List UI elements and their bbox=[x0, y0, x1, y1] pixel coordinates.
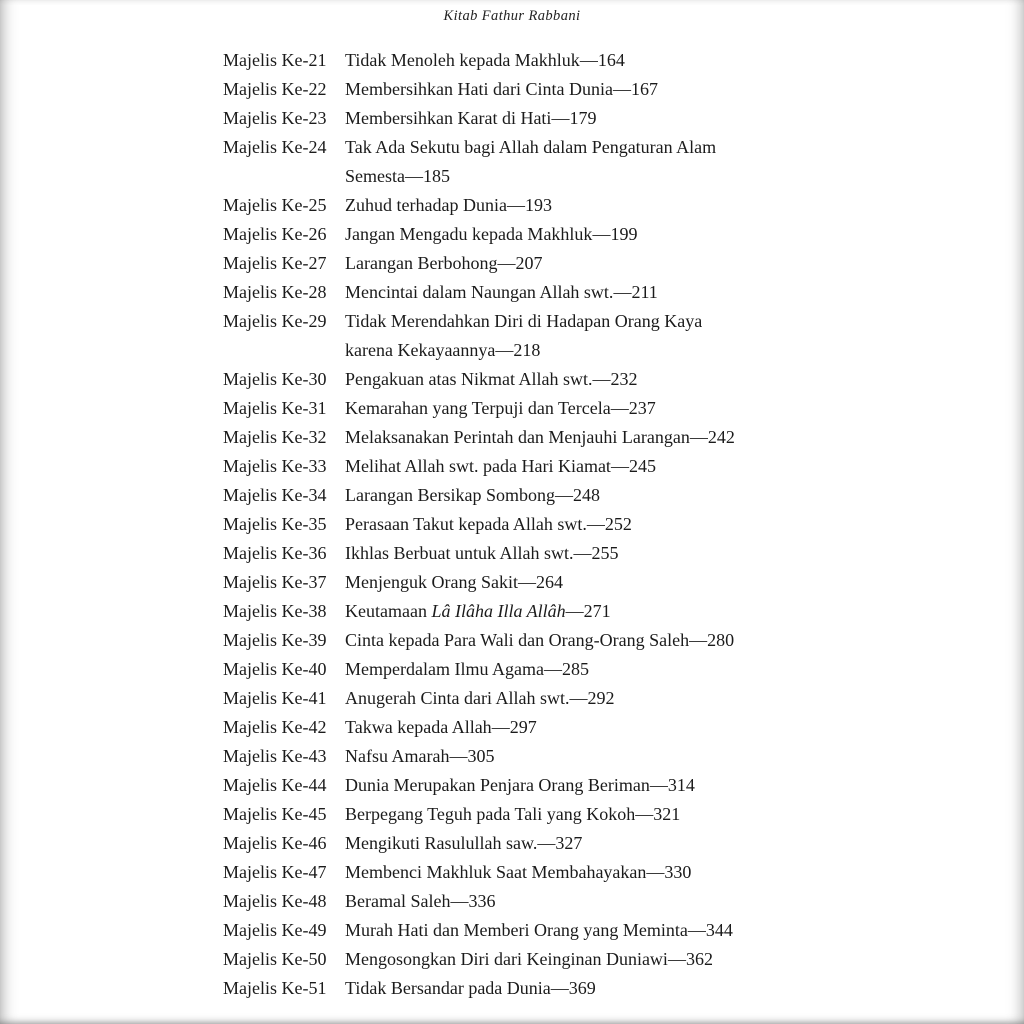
entry-title: Mencintai dalam Naungan Allah swt.—211 bbox=[345, 282, 658, 302]
majelis-label: Majelis Ke-39 bbox=[223, 630, 327, 650]
majelis-label: Majelis Ke-36 bbox=[223, 543, 327, 563]
entry-title: Dunia Merupakan Penjara Orang Beriman—314 bbox=[345, 775, 695, 795]
toc-entry bbox=[223, 887, 823, 916]
toc-entry bbox=[223, 423, 823, 452]
majelis-label: Majelis Ke-50 bbox=[223, 949, 327, 969]
entry-title: Tidak Menoleh kepada Makhluk—164 bbox=[345, 50, 625, 70]
toc-list bbox=[223, 46, 823, 1003]
majelis-label: Majelis Ke-32 bbox=[223, 427, 327, 447]
toc-entry bbox=[223, 916, 823, 945]
entry-title: Berpegang Teguh pada Tali yang Kokoh—321 bbox=[345, 804, 681, 824]
toc-entry bbox=[223, 481, 823, 510]
entry-title: Menjenguk Orang Sakit—264 bbox=[345, 572, 563, 592]
majelis-label: Majelis Ke-27 bbox=[223, 253, 327, 273]
majelis-label: Majelis Ke-49 bbox=[223, 920, 327, 940]
toc-entry bbox=[223, 220, 823, 249]
toc-entry bbox=[223, 307, 823, 365]
toc-entry bbox=[223, 191, 823, 220]
entry-title: Tak Ada Sekutu bagi Allah dalam Pengaturan Alam Semesta—185 bbox=[345, 137, 717, 186]
majelis-label: Majelis Ke-31 bbox=[223, 398, 327, 418]
entry-title: Jangan Mengadu kepada Makhluk—199 bbox=[345, 224, 638, 244]
majelis-label: Majelis Ke-47 bbox=[223, 862, 327, 882]
entry-title: Membersihkan Hati dari Cinta Dunia—167 bbox=[345, 79, 658, 99]
entry-title: Zuhud terhadap Dunia—193 bbox=[345, 195, 552, 215]
toc-entry bbox=[223, 365, 823, 394]
entry-title: Tidak Merendahkan Diri di Hadapan Orang Kaya karena Kekayaannya—218 bbox=[345, 311, 703, 360]
majelis-label: Majelis Ke-24 bbox=[223, 137, 327, 157]
toc-entry bbox=[223, 452, 823, 481]
entry-title: Anugerah Cinta dari Allah swt.—292 bbox=[345, 688, 615, 708]
majelis-label: Majelis Ke-35 bbox=[223, 514, 327, 534]
entry-title: Takwa kepada Allah—297 bbox=[345, 717, 537, 737]
entry-title: Mengikuti Rasulullah saw.—327 bbox=[345, 833, 583, 853]
toc-entry bbox=[223, 945, 823, 974]
majelis-label: Majelis Ke-29 bbox=[223, 311, 327, 331]
majelis-label: Majelis Ke-51 bbox=[223, 978, 327, 998]
toc-entry bbox=[223, 278, 823, 307]
majelis-label: Majelis Ke-37 bbox=[223, 572, 327, 592]
entry-title: Melaksanakan Perintah dan Menjauhi Larangan—242 bbox=[345, 427, 735, 447]
toc-entry bbox=[223, 133, 823, 191]
toc-entry bbox=[223, 684, 823, 713]
entry-title: Keutamaan Lâ Ilâha Illa Allâh—271 bbox=[345, 601, 611, 621]
entry-title: Larangan Berbohong—207 bbox=[345, 253, 543, 273]
toc-entry bbox=[223, 713, 823, 742]
majelis-label: Majelis Ke-25 bbox=[223, 195, 327, 215]
majelis-label: Majelis Ke-33 bbox=[223, 456, 327, 476]
running-header: Kitab Fathur Rabbani bbox=[443, 8, 581, 24]
toc-entry bbox=[223, 974, 823, 1003]
majelis-label: Majelis Ke-46 bbox=[223, 833, 327, 853]
toc-entry bbox=[223, 597, 823, 626]
toc-entry bbox=[223, 742, 823, 771]
entry-title: Perasaan Takut kepada Allah swt.—252 bbox=[345, 514, 632, 534]
toc-entry bbox=[223, 394, 823, 423]
toc-entry bbox=[223, 104, 823, 133]
majelis-label: Majelis Ke-40 bbox=[223, 659, 327, 679]
toc-entry bbox=[223, 568, 823, 597]
toc-entry bbox=[223, 46, 823, 75]
majelis-label: Majelis Ke-43 bbox=[223, 746, 327, 766]
entry-title: Murah Hati dan Memberi Orang yang Meminta—344 bbox=[345, 920, 733, 940]
majelis-label: Majelis Ke-48 bbox=[223, 891, 327, 911]
entry-title: Nafsu Amarah—305 bbox=[345, 746, 495, 766]
toc-entry bbox=[223, 858, 823, 887]
toc-entry bbox=[223, 655, 823, 684]
majelis-label: Majelis Ke-23 bbox=[223, 108, 327, 128]
entry-title: Melihat Allah swt. pada Hari Kiamat—245 bbox=[345, 456, 656, 476]
majelis-label: Majelis Ke-45 bbox=[223, 804, 327, 824]
toc-entry bbox=[223, 249, 823, 278]
entry-title: Cinta kepada Para Wali dan Orang-Orang Saleh—280 bbox=[345, 630, 735, 650]
majelis-label: Majelis Ke-28 bbox=[223, 282, 327, 302]
majelis-label: Majelis Ke-26 bbox=[223, 224, 327, 244]
toc-entry bbox=[223, 626, 823, 655]
majelis-label: Majelis Ke-34 bbox=[223, 485, 327, 505]
entry-title: Pengakuan atas Nikmat Allah swt.—232 bbox=[345, 369, 638, 389]
entry-title: Mengosongkan Diri dari Keinginan Duniawi—362 bbox=[345, 949, 713, 969]
majelis-label: Majelis Ke-30 bbox=[223, 369, 327, 389]
toc-entry bbox=[223, 771, 823, 800]
majelis-label: Majelis Ke-42 bbox=[223, 717, 327, 737]
entry-title: Membenci Makhluk Saat Membahayakan—330 bbox=[345, 862, 692, 882]
majelis-label: Majelis Ke-41 bbox=[223, 688, 327, 708]
toc-entry bbox=[223, 829, 823, 858]
toc-entry bbox=[223, 510, 823, 539]
majelis-label: Majelis Ke-38 bbox=[223, 601, 327, 621]
majelis-label: Majelis Ke-21 bbox=[223, 50, 327, 70]
entry-title: Memperdalam Ilmu Agama—285 bbox=[345, 659, 589, 679]
entry-title: Ikhlas Berbuat untuk Allah swt.—255 bbox=[345, 543, 619, 563]
majelis-label: Majelis Ke-22 bbox=[223, 79, 327, 99]
toc-entry bbox=[223, 539, 823, 568]
entry-title: Membersihkan Karat di Hati—179 bbox=[345, 108, 597, 128]
majelis-label: Majelis Ke-44 bbox=[223, 775, 327, 795]
toc-entry bbox=[223, 800, 823, 829]
entry-title: Larangan Bersikap Sombong—248 bbox=[345, 485, 600, 505]
entry-title: Tidak Bersandar pada Dunia—369 bbox=[345, 978, 596, 998]
entry-title: Beramal Saleh—336 bbox=[345, 891, 496, 911]
toc-entry bbox=[223, 75, 823, 104]
entry-title-italic: Lâ Ilâha Illa Allâh bbox=[431, 601, 566, 621]
entry-title: Kemarahan yang Terpuji dan Tercela—237 bbox=[345, 398, 656, 418]
